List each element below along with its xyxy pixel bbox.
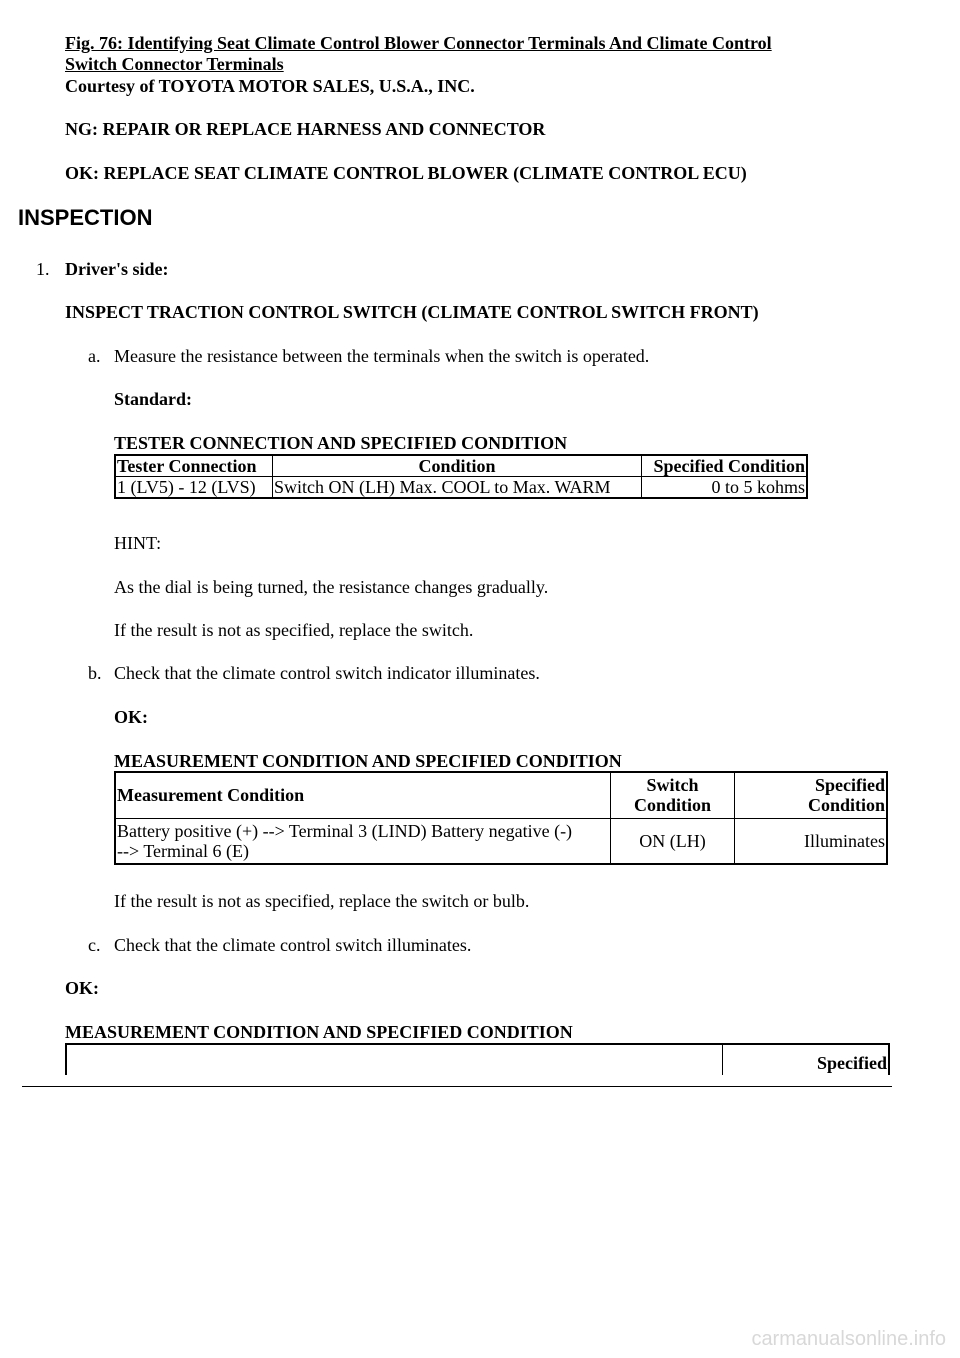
- step-c-letter: c.: [88, 935, 101, 955]
- figure-title-line2: Switch Connector Terminals: [65, 54, 284, 74]
- table-header: Tester Connection: [115, 455, 273, 477]
- measurement-condition-table: [114, 771, 888, 865]
- step1-number: 1.: [36, 259, 50, 279]
- table-header: [735, 772, 888, 818]
- page-divider: [22, 1086, 892, 1087]
- figure-courtesy: Courtesy of TOYOTA MOTOR SALES, U.S.A., INC.: [65, 76, 475, 96]
- table-header: Condition: [273, 455, 642, 477]
- table-cell: 1 (LV5) - 12 (LVS): [115, 477, 273, 499]
- section-heading: INSPECTION: [18, 205, 153, 230]
- step-a-note: If the result is not as specified, replace the switch.: [114, 620, 474, 640]
- table-row: [115, 477, 807, 499]
- step-b-note: If the result is not as specified, replace the switch or bulb.: [114, 891, 530, 911]
- table-header: [611, 772, 735, 818]
- hint-text: As the dial is being turned, the resistance changes gradually.: [114, 577, 549, 597]
- table-cell: Switch ON (LH) Max. COOL to Max. WARM: [273, 477, 642, 499]
- partial-header: Specified: [817, 1053, 887, 1073]
- step-a-table-title: TESTER CONNECTION AND SPECIFIED CONDITION: [114, 433, 568, 453]
- step-c-label: OK:: [65, 978, 99, 998]
- header-switch: Switch: [646, 775, 699, 796]
- step-b-letter: b.: [88, 663, 102, 683]
- hint-label: HINT:: [114, 533, 162, 553]
- result-ng: NG: REPAIR OR REPLACE HARNESS AND CONNECTOR: [65, 119, 546, 139]
- table-header-row: [115, 455, 807, 477]
- cell-line2: --> Terminal 6 (E): [117, 840, 250, 861]
- header-specified-condition: Condition: [807, 795, 885, 816]
- step1-title: Driver's side:: [65, 259, 169, 279]
- watermark: carmanualsonline.info: [751, 1328, 946, 1350]
- step-c-text: Check that the climate control switch illuminates.: [114, 935, 472, 955]
- step1-subtitle: INSPECT TRACTION CONTROL SWITCH (CLIMATE CONTROL SWITCH FRONT): [65, 302, 759, 322]
- step-b-table-title: MEASUREMENT CONDITION AND SPECIFIED CONDITION: [114, 751, 622, 771]
- header-switch-condition: Condition: [633, 795, 712, 816]
- step-a-text: Measure the resistance between the terminals when the switch is operated.: [114, 346, 650, 366]
- table-cell: [115, 818, 611, 864]
- step-a-letter: a.: [88, 346, 101, 366]
- step-a-label: Standard:: [114, 389, 193, 409]
- table-cell: 0 to 5 kohms: [642, 477, 808, 499]
- table-row: [115, 818, 887, 864]
- table-header: Measurement Condition: [115, 772, 611, 818]
- table-cell: Illuminates: [735, 818, 888, 864]
- table-cell: ON (LH): [611, 818, 735, 864]
- table-header: Specified Condition: [642, 455, 808, 477]
- table-divider: [722, 1045, 723, 1075]
- header-specified: Specified: [815, 775, 885, 796]
- step-b-label: OK:: [114, 707, 148, 727]
- result-ok: OK: REPLACE SEAT CLIMATE CONTROL BLOWER (CLIMATE CONTROL ECU): [65, 163, 747, 183]
- step-b-text: Check that the climate control switch indicator illuminates.: [114, 663, 540, 683]
- tester-connection-table: [114, 454, 808, 499]
- cell-line1: Battery positive (+) --> Terminal 3 (LIND) Battery negative (-): [117, 820, 573, 841]
- step-c-table-title: MEASUREMENT CONDITION AND SPECIFIED CONDITION: [65, 1022, 573, 1042]
- figure-title-line1: Fig. 76: Identifying Seat Climate Control Blower Connector Terminals And Climate Control: [65, 33, 772, 53]
- table-header-row: [115, 772, 887, 818]
- partial-table: [65, 1043, 890, 1075]
